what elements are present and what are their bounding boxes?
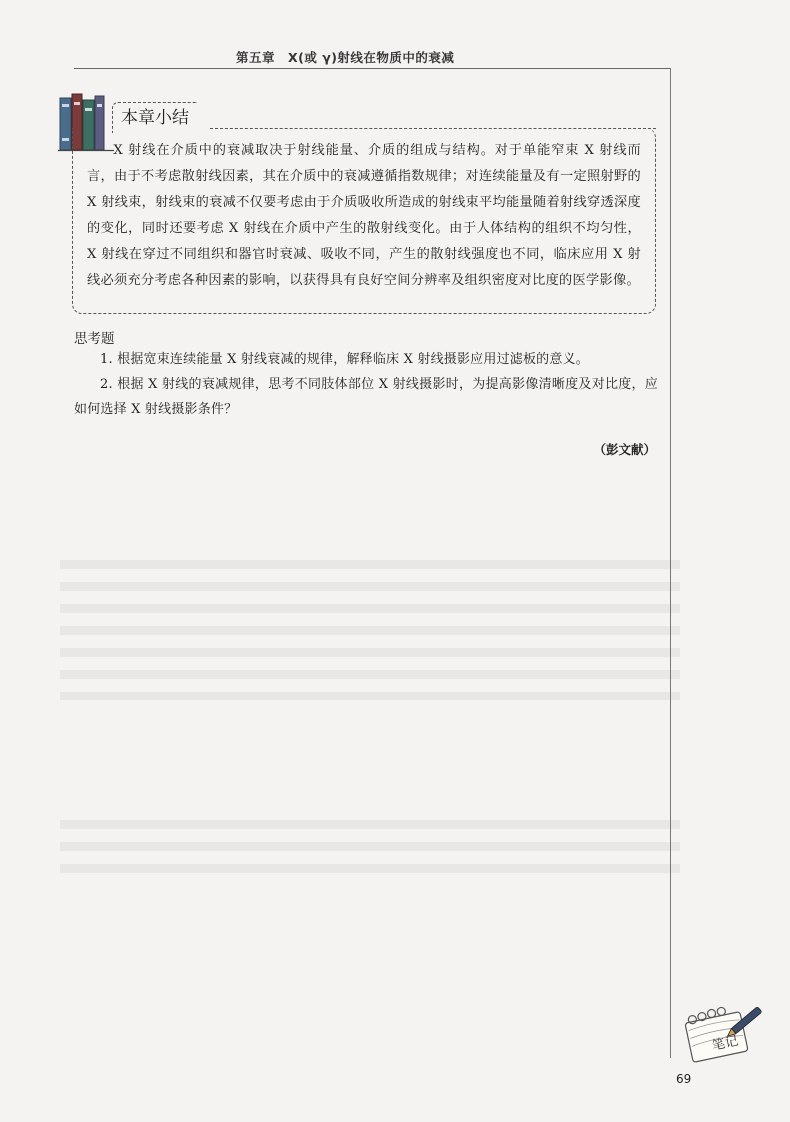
notes-label: 笔记 [710,1033,740,1054]
running-head: 第五章 X(或 γ)射线在物质中的衰减 [236,50,455,65]
summary-box [72,128,656,314]
page-number: 69 [676,1072,692,1086]
margin-rule [670,68,671,1058]
questions-list [74,347,658,422]
header-rule [74,68,670,69]
show-through-texture [60,560,680,700]
summary-title: 本章小结 [112,102,197,133]
question-item: 1. 根据宽束连续能量 X 射线衰减的规律，解释临床 X 射线摄影应用过滤板的意义。 [100,352,589,367]
summary-text: X 射线在介质中的衰减取决于射线能量、介质的组成与结构。对于单能窄束 X 射线而言，由于不考虑散射线因素，其在介质中的衰减遵循指数规律；对连续能量及有一定照射野的 X 射线束，射线束的衰减不仅要考虑由于介质吸收所造成的射线束平均能量随着射线穿透深度的变化，同时还要考虑 X 射线在介质中产生的散射线变化。由于人体结构的组织不均匀性，X 射线在穿过不同组织和器官时衰减、吸收不同，产生的散射线强度也不同，临床应用 X 射线必须充分考虑各种因素的影响，以获得具有良好空间分辨率及组织密度对比度的医学影像。 [87,143,641,288]
notebook-pen-icon [676,994,766,1064]
questions-heading: 思考题 [74,331,115,347]
author-credit: （彭文献） [593,442,656,457]
show-through-texture [60,820,680,880]
question-item: 2. 根据 X 射线的衰减规律，思考不同肢体部位 X 射线摄影时，为提高影像清晰度及对比度，应如何选择 X 射线摄影条件？ [74,377,658,417]
